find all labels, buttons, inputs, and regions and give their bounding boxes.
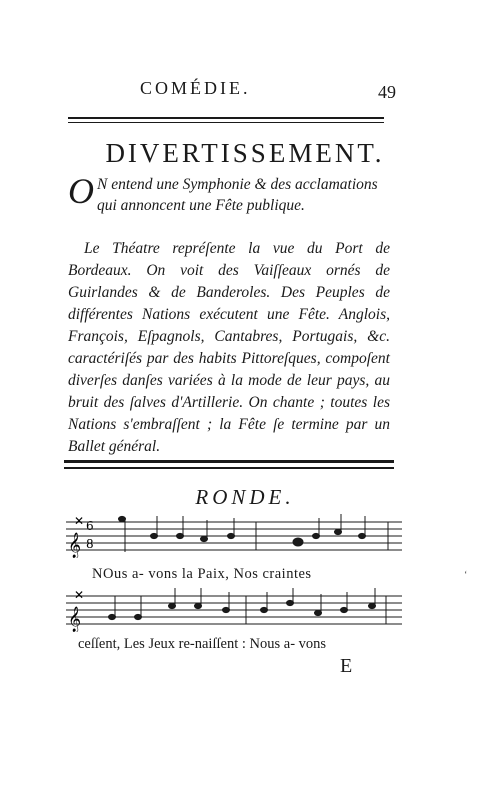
lyrics-line-2: ceſſent, Les Jeux re-naiſſent : Nous a- vons: [78, 636, 327, 652]
lyrics-line-1: NOus a- vons la Paix, Nos craintes: [92, 566, 312, 582]
stage-direction-paragraph: Le Théatre repréſente la vue du Port de Bordeaux. On voit des Vaiſſeaux ornés de Guirlandes & de Banderoles. Des Peuples de différentes Nations exécutent une Fête. Anglois, François, Eſpagnols, Cantabres, Portugais, &c. caractériſés par des habits Pittoreſques, compoſent diverſes danſes variées à la mode de leur pays, au bruit des ſalves d'Artillerie. On chante ; toutes les Nations s'embraſſent ; la Fête ſe termine par un Ballet général.: [68, 240, 390, 455]
running-head-title: COMÉDIE.: [140, 78, 251, 98]
song-title: RONDE.: [195, 485, 295, 509]
running-head: [0, 78, 490, 102]
double-rule: [64, 460, 394, 469]
paper-mark-icon: ‘: [464, 570, 468, 581]
svg-text:𝄞: 𝄞: [68, 533, 82, 558]
opening-paragraph-text: N entend une Symphonie & des acclamations qui annoncent une Fête publique.: [97, 176, 378, 214]
time-signature-bottom: 8: [86, 537, 94, 551]
opening-paragraph: [68, 171, 390, 216]
section-heading: DIVERTISSEMENT.: [105, 138, 385, 168]
svg-text:✕: ✕: [74, 588, 85, 602]
drop-cap: O: [68, 171, 94, 211]
svg-text:𝄞: 𝄞: [68, 607, 82, 632]
catchword: E: [340, 655, 353, 677]
music-staff-2: [66, 588, 402, 632]
page-number: 49: [378, 82, 396, 102]
time-signature-top: 6: [86, 519, 94, 533]
header-rule: [68, 117, 384, 123]
music-staff-1: [66, 514, 402, 558]
svg-text:✕: ✕: [74, 514, 85, 528]
